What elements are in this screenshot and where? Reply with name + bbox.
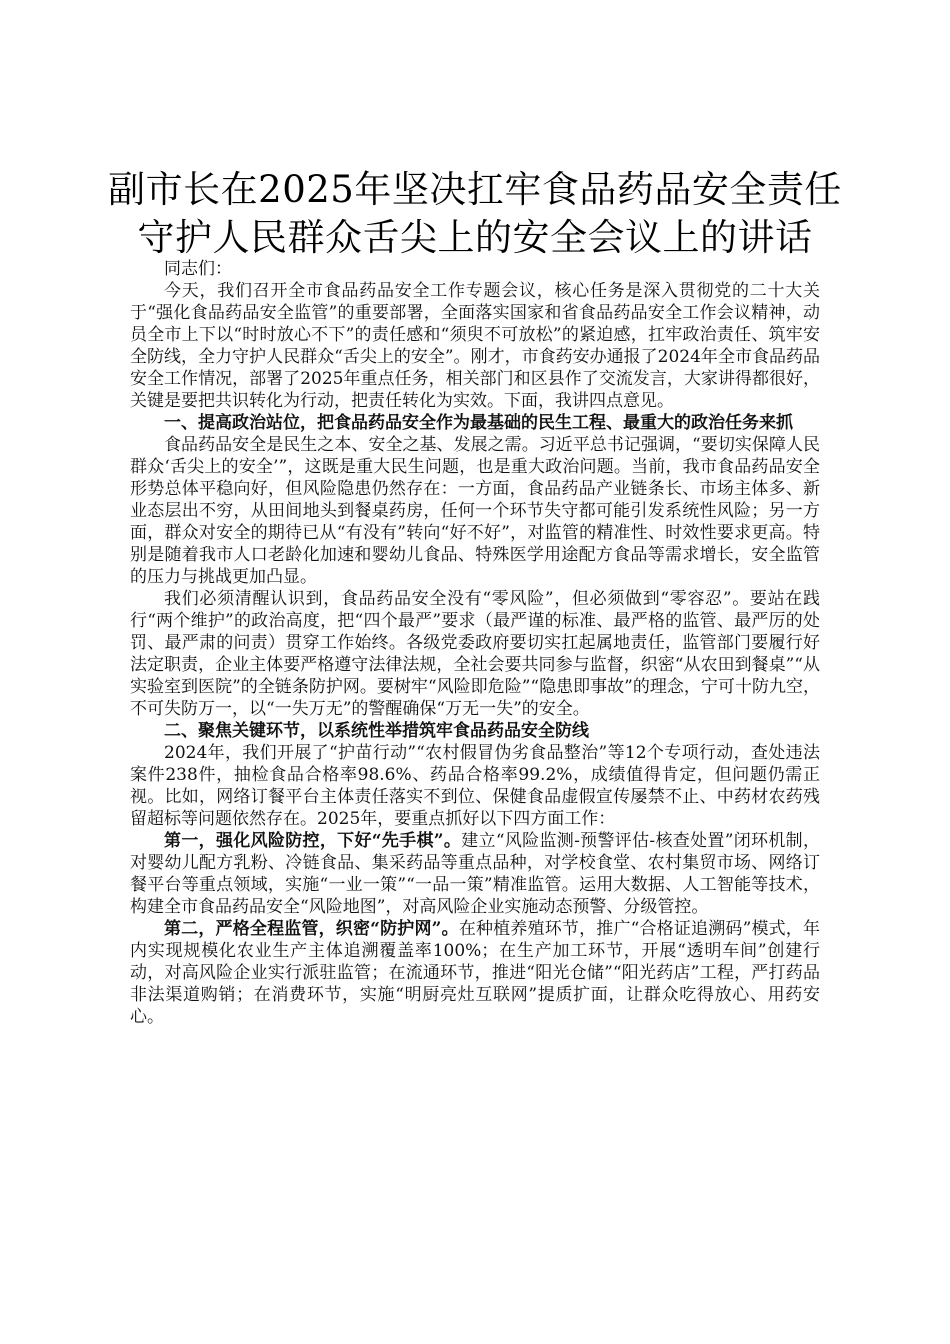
title-line-1: 副市长在2025年坚决扛牢食品药品安全责任: [108, 168, 842, 211]
paragraph-5: [130, 830, 820, 918]
paragraph-4: 2024年，我们开展了“护苗行动”“农村假冒伪劣食品整治”等12个专项行动，查处违法案件238件，抽检食品合格率98.6%、药品合格率99.2%，成绩值得肯定，但问题仍需正视。比如，网络订餐平台主体责任落实不到位、保健食品虚假宣传屡禁不止、中药材农药残留超标等问题依然存在。2025年，要重点抓好以下四方面工作：: [130, 743, 820, 829]
title-line-2: 守护人民群众舌尖上的安全会议上的讲话: [137, 216, 813, 259]
paragraph-5-text: 建立“风险监测-预警评估-核查处置”闭环机制，对婴幼儿配方乳粉、冷链食品、集采药品等重点品种，对学校食堂、农村集贸市场、网络订餐平台等重点领域，实施“一业一策”“一品一策”精准监管。运用大数据、人工智能等技术，构建全市食品药品安全“风险地图”，对高风险企业实施动态预警、分级管控。: [130, 831, 820, 917]
paragraph-3: 我们必须清醒认识到，食品药品安全没有“零风险”，但必须做到“零容忍”。要站在践行“两个维护”的政治高度，把“四个最严”要求（最严谨的标准、最严格的监管、最严厉的处罚、最严肃的问责）贯穿工作始终。各级党委政府要切实扛起属地责任，监管部门要履行好法定职责，企业主体要严格遵守法律法规，全社会要共同参与监督，织密“从农田到餐桌”“从实验室到医院”的全链条防护网。要树牢“风险即危险”“隐患即事故”的理念，宁可十防九空，不可失防万一，以“一失万无”的警醒确保“万无一失”的安全。: [130, 589, 820, 719]
paragraph-6: [130, 918, 820, 1028]
paragraph-intro: 今天，我们召开全市食品药品安全工作专题会议，核心任务是深入贯彻党的二十大关于“强化食品药品安全监管”的重要部署，全面落实国家和省食品药品安全工作会议精神，动员全市上下以“时时放心不下”的责任感和“须臾不可放松”的紧迫感，扛牢政治责任、筑牢安全防线，全力守护人民群众“舌尖上的安全”。刚才，市食药安办通报了2024年全市食品药品安全工作情况，部署了2025年重点任务，相关部门和区县作了交流发言，大家讲得都很好，关键是要把共识转化为行动，把责任转化为实效。下面，我讲四点意见。: [130, 281, 820, 411]
section-heading-1: 一、提高政治站位，把食品药品安全作为最基础的民生工程、最重大的政治任务来抓: [164, 413, 793, 433]
document-title: [100, 166, 850, 262]
document-body: [130, 258, 820, 1028]
paragraph-2: 食品药品安全是民生之本、安全之基、发展之需。习近平总书记强调，“要切实保障人民群众‘舌尖上的安全’”，这既是重大民生问题，也是重大政治问题。当前，我市食品药品安全形势总体平稳向好，但风险隐患仍然存在：一方面，食品药品产业链条长、市场主体多、新业态层出不穷，从田间地头到餐桌药房，任何一个环节失守都可能引发系统性风险；另一方面，群众对安全的期待已从“有没有”转向“好不好”，对监管的精准性、时效性要求更高。特别是随着我市人口老龄化加速和婴幼儿食品、特殊医学用途配方食品等需求增长，安全监管的压力与挑战更加凸显。: [130, 435, 820, 587]
paragraph-6-text: 在种植养殖环节，推广“合格证追溯码”模式，年内实现规模化农业生产主体追溯覆盖率100%；在生产加工环节，开展“透明车间”创建行动，对高风险企业实行派驻监管；在流通环节，推进“阳光仓储”“阳光药店”工程，严打药品非法渠道购销；在消费环节，实施“明厨亮灶互联网”提质扩面，让群众吃得放心、用药安心。: [130, 919, 820, 1027]
section-heading-2: 二、聚焦关键环节，以系统性举措筑牢食品药品安全防线: [164, 721, 589, 741]
paragraph-6-lead: 第二，严格全程监管，织密“防护网”。: [164, 919, 459, 939]
salutation: 同志们：: [164, 259, 232, 279]
paragraph-5-lead: 第一，强化风险防控，下好“先手棋”。: [164, 831, 462, 851]
